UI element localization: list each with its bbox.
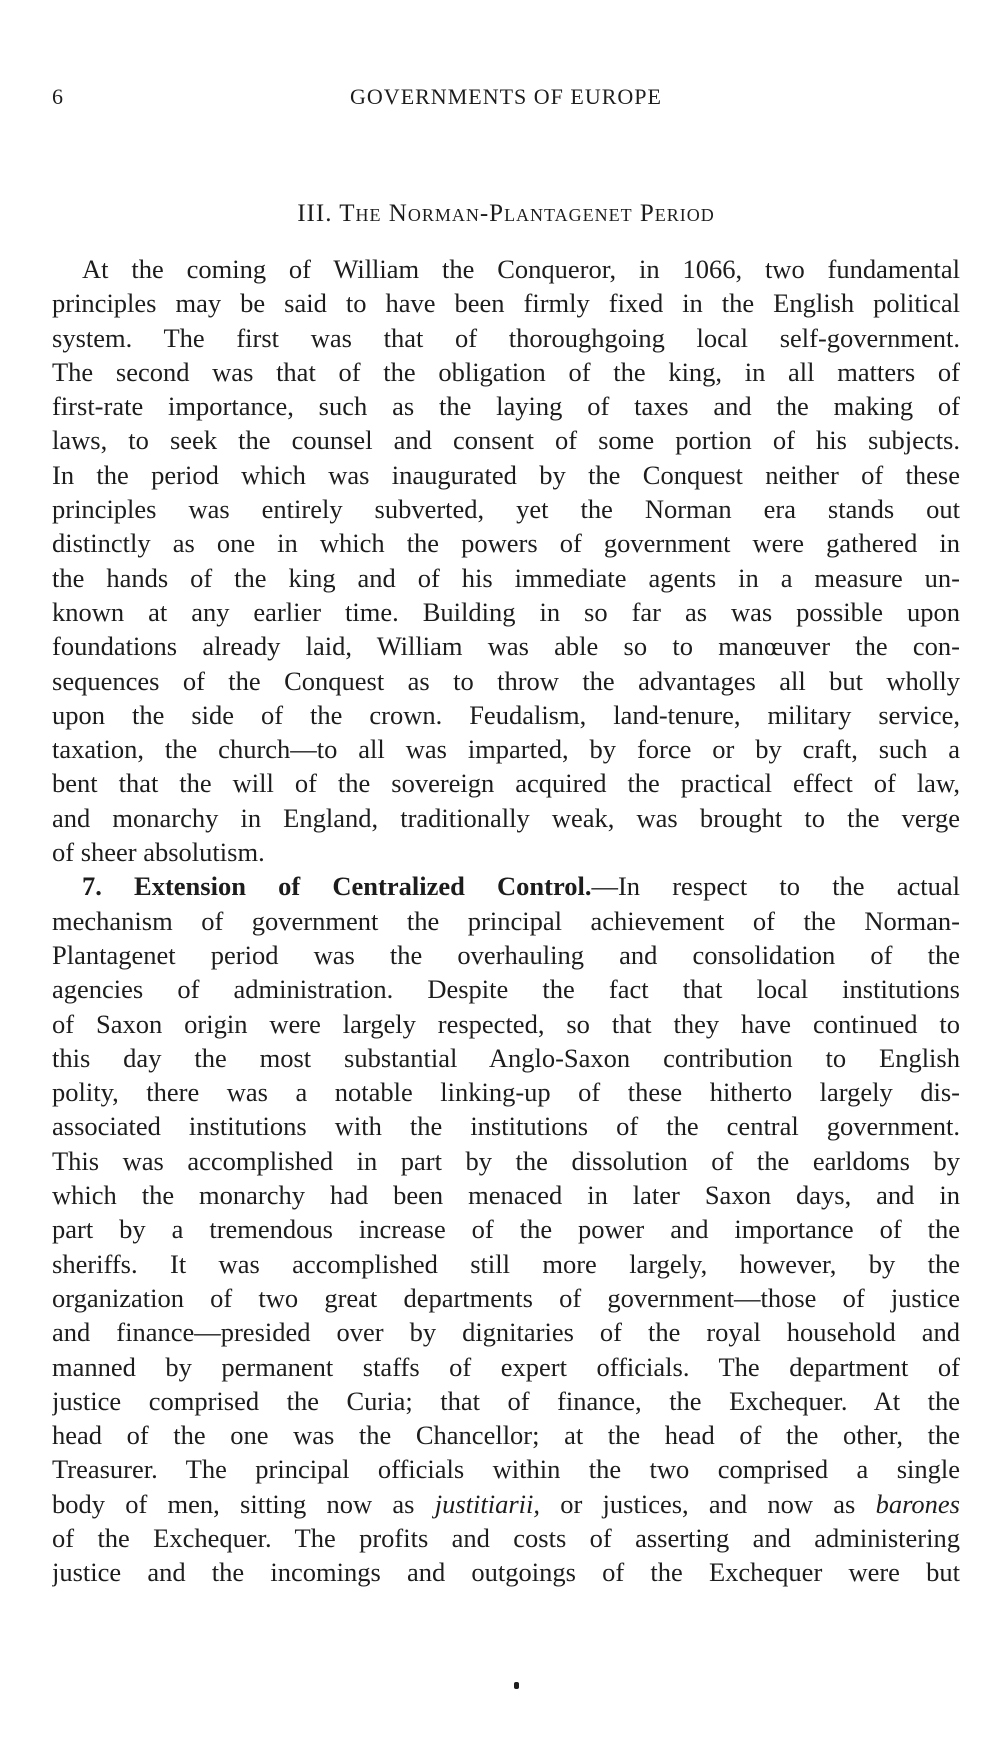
paragraph-title: 7. Extension of Centralized Control. [82,871,592,902]
text-line: system. The first was that of thoroughgoing local self-government. [52,322,960,353]
text-line: manned by permanent staffs of expert officials. The department of [52,1351,960,1382]
text-line: principles may be said to have been firmly fixed in the English political [52,288,960,319]
latin-term-barones: barones [875,1488,960,1519]
text-line: which the monarchy had been menaced in later Saxon days, and in [52,1180,960,1211]
text-line: of Saxon origin were largely respected, so that they have continued to [52,1008,960,1039]
text-line: Treasurer. The principal officials within the two comprised a single [52,1454,960,1485]
page-number: 6 [52,84,64,109]
ink-dot-mark [514,1682,519,1689]
text-line: associated institutions with the institutions of the central government. [52,1111,960,1142]
text-line: and monarchy in England, traditionally weak, was brought to the verge [52,802,960,833]
text-line: mechanism of government the principal achievement of the Norman- [52,905,960,936]
running-head [52,84,960,118]
text-line: justice comprised the Curia; that of finance, the Exchequer. At the [52,1385,960,1416]
text-line: In the period which was inaugurated by the Conquest neither of these [52,459,960,490]
text-line: organization of two great departments of government—those of justice [52,1282,960,1313]
text-line: agencies of administration. Despite the fact that local institutions [52,974,960,1005]
text-line: This was accomplished in part by the dissolution of the earldoms by [52,1145,960,1176]
body-text [52,252,960,1590]
text-line: the hands of the king and of his immediate agents in a measure un- [52,562,960,593]
text-line: justice and the incomings and outgoings of the Exchequer were but [52,1557,960,1588]
text-line: principles was entirely subverted, yet the Norman era stands out [52,494,960,525]
text-line: sequences of the Conquest as to throw the advantages all but wholly [52,665,960,696]
text-line: sheriffs. It was accomplished still more largely, however, by the [52,1248,960,1279]
text-line: of the Exchequer. The profits and costs of asserting and administering [52,1522,960,1553]
text-line: this day the most substantial Anglo-Saxon contribution to English [52,1042,960,1073]
text-line: The second was that of the obligation of the king, in all matters of [52,356,960,387]
text-line: Plantagenet period was the overhauling and consolidation of the [52,939,960,970]
text-line [52,869,960,903]
text-line: laws, to seek the counsel and consent of some portion of his subjects. [52,425,960,456]
text-line: known at any earlier time. Building in so far as was possible upon [52,596,960,627]
text-line: and finance—presided over by dignitaries of the royal household and [52,1317,960,1348]
paragraph-centralized-control [52,869,960,1589]
text-line: taxation, the church—to all was imparted, by force or by craft, such a [52,734,960,765]
first-line-rest: —In respect to the actual [591,871,960,902]
paragraph-norman-era [52,252,960,869]
text-line: upon the side of the crown. Feudalism, land-tenure, military service, [52,699,960,730]
text-line: bent that the will of the sovereign acquired the practical effect of law, [52,768,960,799]
text-line: head of the one was the Chancellor; at the head of the other, the [52,1420,960,1451]
justices-line-start: body of men, sitting now as [52,1488,435,1519]
latin-term-justitiarii: justitiarii, [434,1488,541,1519]
justices-line-middle: or justices, and now as [540,1488,876,1519]
text-line: polity, there was a notable linking-up of these hitherto largely dis- [52,1077,960,1108]
text-line: At the coming of William the Conqueror, in 1066, two fundamental [82,254,960,284]
running-title: GOVERNMENTS OF EUROPE [350,84,662,109]
text-line [52,1487,960,1521]
text-line: of sheer absolutism. [52,837,265,868]
text-line: part by a tremendous increase of the power and importance of the [52,1214,960,1245]
text-line: first-rate importance, such as the laying of taxes and the making of [52,391,960,422]
text-line: foundations already laid, William was able so to manœuver the con- [52,631,960,662]
section-heading: III. The Norman-Plantagenet Period [297,200,715,227]
text-line: distinctly as one in which the powers of government were gathered in [52,528,960,559]
